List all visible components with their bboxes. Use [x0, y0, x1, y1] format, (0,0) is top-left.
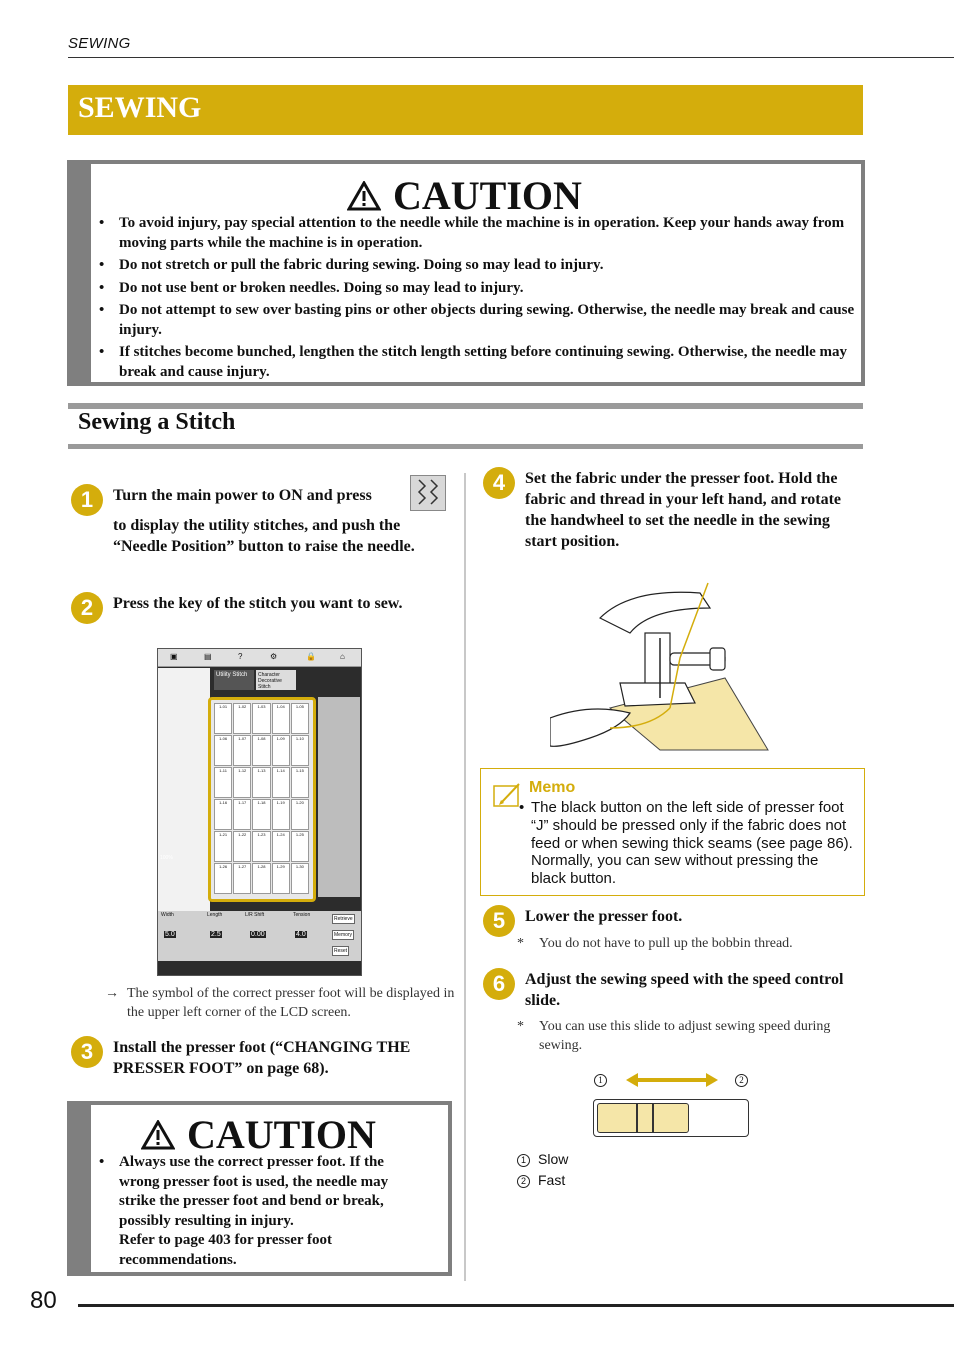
tension-value: 4.0: [296, 931, 306, 938]
stitch-code: 1-28: [257, 864, 266, 869]
stitch-code: 1-08: [257, 736, 266, 741]
legend-label: Fast: [538, 1172, 566, 1188]
step-3-text: Install the presser foot (“CHANGING THE PRESSER FOOT” on page 68).: [113, 1039, 411, 1077]
legend-num: 1: [517, 1154, 530, 1167]
memo-box: [480, 768, 865, 896]
step-4-text: Set the fabric under the presser foot. Hold the fabric and thread in your left hand, and rotate the handwheel to set the needle in the sewing start position.: [525, 470, 842, 550]
memo-title: Memo: [529, 779, 576, 796]
caution-list-top: [93, 214, 857, 385]
subsection-rule-bottom: [68, 444, 863, 449]
stitch-key: [214, 863, 232, 894]
stitch-key: [252, 863, 270, 894]
step-6-note: [517, 1018, 864, 1055]
stitch-code: 1-21: [219, 832, 228, 837]
stitch-code: 1-20: [295, 800, 304, 805]
stitch-key: [233, 735, 251, 766]
stitch-code: 1-09: [276, 736, 285, 741]
lr-shift-label: L/R Shift: [245, 912, 265, 918]
caution-item: • Do not attempt to sew over basting pins or other objects during sewing. Otherwise, the needle may break and cause injury.: [93, 301, 857, 340]
step-5-text: Lower the presser foot.: [525, 908, 683, 925]
stitch-code: 1-16: [219, 800, 228, 805]
memory-button: Memory: [334, 932, 353, 938]
stitch-key: [291, 831, 309, 862]
stitch-code: 1-23: [257, 832, 266, 837]
stitch-key: [233, 831, 251, 862]
lock-icon: 🔒: [306, 652, 316, 661]
lr-shift-value: 0.00: [251, 931, 265, 938]
tab-utility-stitch: Utility Stitch: [214, 670, 254, 690]
step-1-text-b: to display the utility stitches, and push the “Needle Position” button to raise the needle.: [113, 517, 415, 555]
stitch-key: [214, 735, 232, 766]
stitch-key: [233, 703, 251, 734]
stitch-key: [291, 799, 309, 830]
memo-body: The black button on the left side of presser foot “J” should be pressed only if the fabric does not feed or when sewing thick seams (see page 86). Normally, you can sew without pressing the black button.: [531, 799, 853, 888]
step-1-text-a: Turn the main power to ON and press: [113, 487, 372, 504]
step-2-text: Press the key of the stitch you want to sew.: [113, 595, 403, 612]
tension-label: Tension: [293, 912, 311, 918]
stitch-code: 1-03: [257, 704, 266, 709]
stitch-key: [272, 703, 290, 734]
section-title-bar: [68, 85, 863, 135]
legend-item-slow: [517, 1149, 568, 1170]
caution-item: • Do not stretch or pull the fabric during sewing. Doing so may lead to injury.: [93, 256, 857, 276]
stitch-code: 1-06: [219, 736, 228, 741]
subsection-title: Sewing a Stitch: [78, 409, 236, 435]
stitch-key: [233, 863, 251, 894]
stitch-key: [252, 767, 270, 798]
caution-title-text: CAUTION: [393, 173, 582, 218]
stitch-code: 1-22: [238, 832, 247, 837]
settings-icon: ⚙: [270, 652, 278, 661]
stitch-key: [252, 703, 270, 734]
lcd-right-panel: [318, 697, 360, 897]
reset-button: Reset: [334, 948, 348, 954]
stitch-code: 1-01: [219, 704, 228, 709]
stitch-code: 1-14: [276, 768, 285, 773]
caution-box-bottom: [67, 1101, 452, 1276]
caution-box-top: [67, 160, 865, 386]
retrieve-button: Retrieve: [334, 916, 353, 922]
stitch-code: 1-29: [276, 864, 285, 869]
memo-bullet: •: [519, 799, 525, 816]
stitch-code: 1-10: [295, 736, 304, 741]
caution-item: • To avoid injury, pay special attention to the needle while the machine is in operation. Keep your hands away from moving parts while the machine is in operation.: [93, 214, 857, 253]
step-6-text: Adjust the sewing speed with the speed control slide.: [525, 971, 844, 1009]
stitch-code: 1-13: [257, 768, 266, 773]
lcd-bottom-panel: [158, 911, 361, 961]
memo-text: [519, 799, 856, 888]
stitch-key: [272, 735, 290, 766]
stitch-key: [272, 767, 290, 798]
step-number-6: 6: [483, 968, 515, 1000]
marker-1: 1: [594, 1074, 607, 1087]
double-arrow-icon: [626, 1072, 718, 1088]
tab-character-decorative: Character Decorative Stitch: [256, 670, 296, 690]
stitch-code: 1-17: [238, 800, 247, 805]
arrow-mark: →: [105, 986, 119, 1001]
caution-title-text: CAUTION: [187, 1112, 376, 1157]
stitch-key: [272, 799, 290, 830]
warning-icon: [347, 181, 381, 211]
legend-item-fast: [517, 1170, 568, 1191]
step-number-1: 1: [71, 484, 103, 516]
width-label: Width: [161, 912, 174, 918]
step-number-5: 5: [483, 905, 515, 937]
stitch-key: [272, 831, 290, 862]
step-number-2: 2: [71, 592, 103, 624]
presser-foot-illustration: [550, 578, 770, 753]
asterisk-mark: *: [517, 1019, 524, 1034]
caution-list-bottom: [93, 1153, 423, 1273]
page-number: 80: [30, 1287, 57, 1314]
stitch-code: 1-25: [295, 832, 304, 837]
stitch-key: [252, 831, 270, 862]
stitch-code: 1-30: [295, 864, 304, 869]
stitch-key: [291, 863, 309, 894]
stitch-code: 1-26: [219, 864, 228, 869]
marker-2: 2: [735, 1074, 748, 1087]
stitch-key: [233, 799, 251, 830]
stitch-key: [214, 703, 232, 734]
stitch-key: [252, 735, 270, 766]
length-value: 2.5: [211, 931, 221, 938]
warning-icon: [141, 1120, 175, 1150]
utility-stitch-key-icon: [410, 475, 446, 511]
running-head: SEWING: [68, 35, 131, 52]
camera-icon: ▣: [170, 652, 178, 661]
stitch-key: [214, 799, 232, 830]
stitch-key: [233, 767, 251, 798]
legend-num: 2: [517, 1175, 530, 1188]
stitch-key: [252, 799, 270, 830]
stitch-code: 1-12: [238, 768, 247, 773]
screen-icon: ▤: [204, 652, 212, 661]
stitch-key: [291, 703, 309, 734]
stitch-code: 1-18: [257, 800, 266, 805]
lcd-screen-illustration: [157, 648, 362, 976]
stitch-code: 1-05: [295, 704, 304, 709]
caution-title-bottom: [141, 1111, 376, 1158]
step-5-note-text: You do not have to pull up the bobbin thread.: [539, 936, 793, 951]
lcd-top-bar: [158, 649, 361, 667]
stitch-code: 1-24: [276, 832, 285, 837]
length-label: Length: [207, 912, 223, 918]
lcd-zoom: 100%: [160, 855, 173, 861]
legend-label: Slow: [538, 1151, 569, 1167]
caution-item: • If stitches become bunched, lengthen the stitch length setting before continuing sewing. Otherwise, the needle may break and cause injury.: [93, 343, 857, 382]
stitch-grid: [208, 697, 316, 902]
step-number-3: 3: [71, 1036, 103, 1068]
stitch-code: 1-11: [219, 768, 227, 773]
stitch-code: 1-15: [295, 768, 304, 773]
step-6-note-text: You can use this slide to adjust sewing speed during sewing.: [539, 1019, 831, 1053]
caution-item: • Do not use bent or broken needles. Doing so may lead to injury.: [93, 279, 857, 299]
section-title: SEWING: [78, 91, 202, 124]
stitch-code: 1-19: [276, 800, 285, 805]
asterisk-mark: *: [517, 936, 524, 951]
stitch-code: 1-27: [238, 864, 247, 869]
speed-slide-knob: [597, 1103, 689, 1133]
stitch-key: [291, 767, 309, 798]
stitch-key: [214, 767, 232, 798]
caution-item: • Always use the correct presser foot. If the wrong presser foot is used, the needle may strike the presser foot and bend or break, possibly resulting in injury. Refer to page 403 for presser foot recommendations.: [93, 1153, 423, 1270]
step-5-note: [517, 935, 859, 954]
home-icon: ⌂: [340, 652, 345, 661]
speed-legend: [517, 1149, 568, 1191]
speed-slide-illustration: [590, 1068, 755, 1140]
footer-rule: [78, 1304, 954, 1307]
stitch-key: [272, 863, 290, 894]
help-icon: ?: [238, 652, 243, 661]
column-divider: [464, 473, 466, 1281]
caution-title-top: [347, 172, 582, 219]
step-2-note: [105, 985, 457, 1022]
stitch-code: 1-02: [238, 704, 247, 709]
stitch-key: [291, 735, 309, 766]
header-rule: [68, 57, 954, 58]
step-2-note-text: The symbol of the correct presser foot will be displayed in the upper left corner of the LCD screen.: [127, 986, 455, 1020]
width-value: 5.0: [165, 931, 175, 938]
stitch-key: [214, 831, 232, 862]
step-number-4: 4: [483, 467, 515, 499]
stitch-code: 1-07: [238, 736, 247, 741]
speed-slide-track: [593, 1099, 749, 1137]
stitch-code: 1-04: [276, 704, 285, 709]
